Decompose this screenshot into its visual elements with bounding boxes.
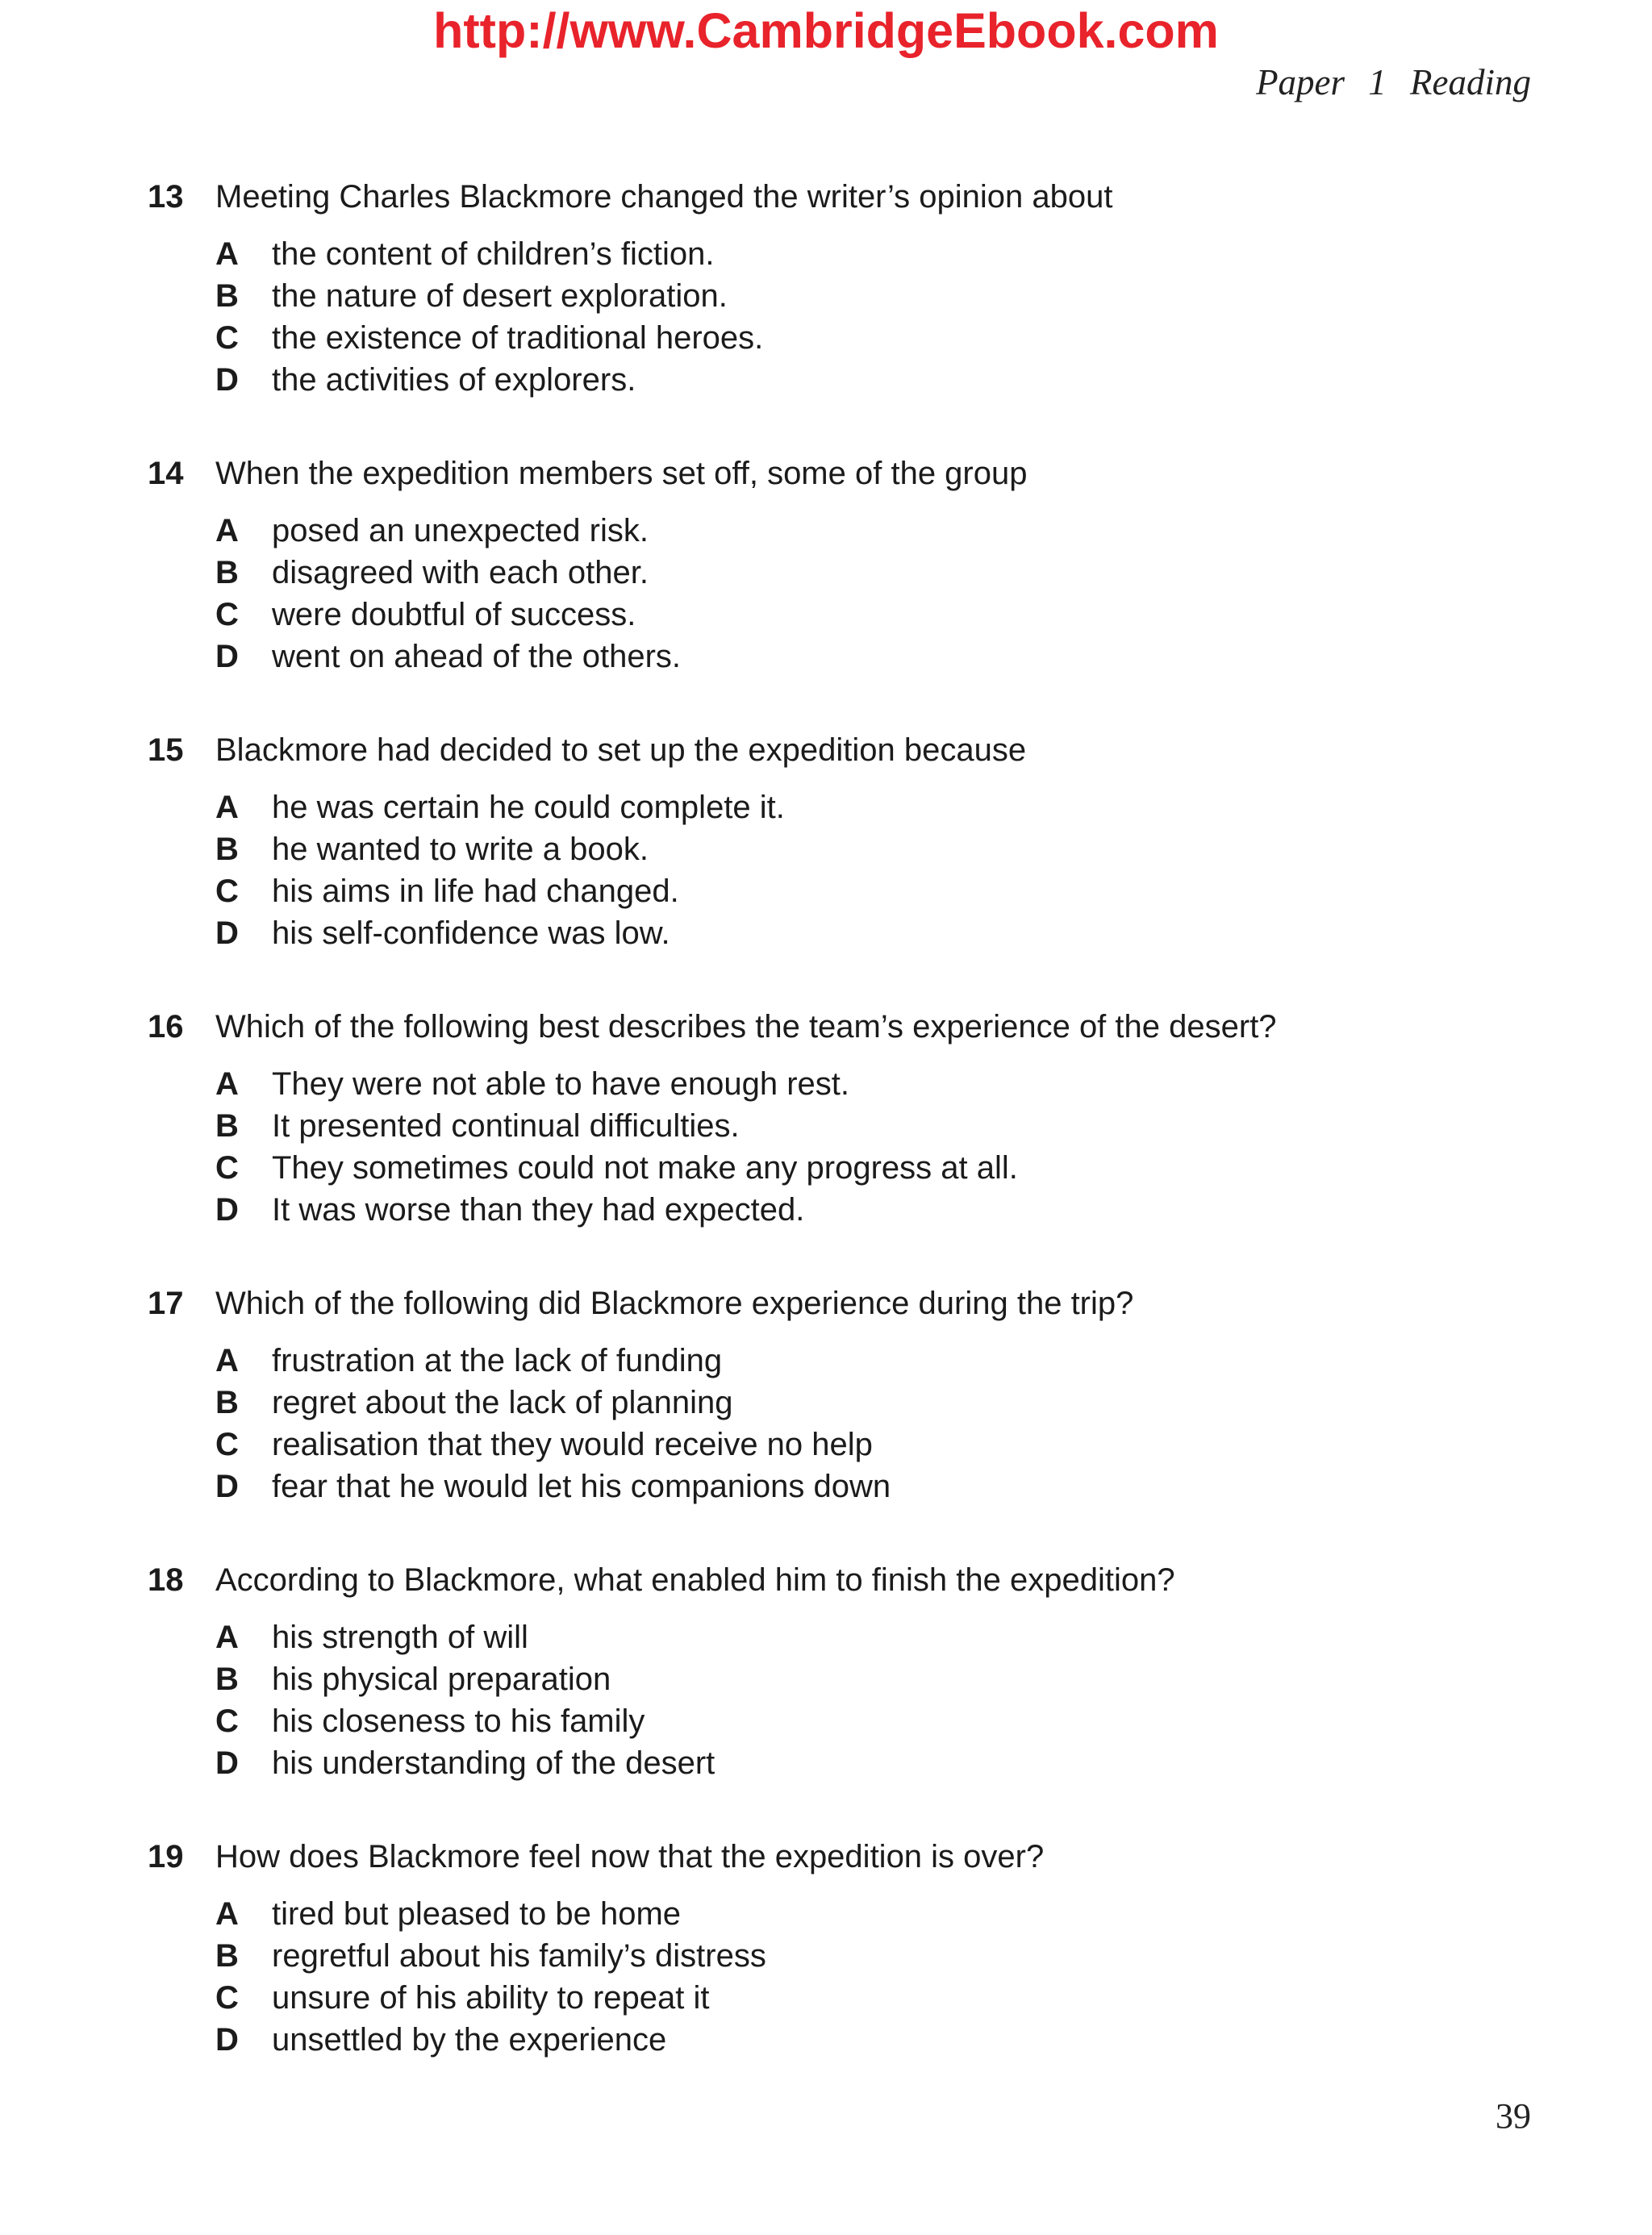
option-letter: C [215,597,239,632]
option-text: he wanted to write a book. [272,832,649,867]
option-text: went on ahead of the others. [272,639,682,674]
option-text: regret about the lack of planning [272,1385,733,1420]
option-c [215,1424,1535,1466]
option-d [215,2019,1535,2061]
option-text: unsettled by the experience [272,2022,667,2058]
option-d [215,1466,1535,1507]
option-d [215,912,1535,954]
option-letter: B [215,1108,239,1144]
option-text: regretful about his family’s distress [272,1938,766,1974]
question-stem [148,1836,1535,1878]
option-text: his aims in life had changed. [272,874,679,909]
option-a [215,1063,1535,1105]
option-text: realisation that they would receive no help [272,1427,873,1462]
option-a [215,786,1535,828]
option-text: the activities of explorers. [272,362,636,398]
option-c [215,317,1535,359]
option-list [148,1893,1535,2061]
option-d [215,1189,1535,1231]
option-letter: B [215,1385,239,1420]
option-b [215,1658,1535,1700]
option-list [148,510,1535,678]
question-stem [148,1559,1535,1601]
option-b [215,1105,1535,1147]
question-17 [148,1282,1535,1507]
option-letter: A [215,1620,239,1655]
question-stem [148,1282,1535,1324]
option-letter: B [215,1662,239,1697]
option-a [215,233,1535,275]
question-list [148,176,1535,2112]
question-15 [148,729,1535,954]
option-a [215,1893,1535,1935]
option-c [215,1147,1535,1189]
question-text: How does Blackmore feel now that the expedition is over? [215,1839,1045,1874]
option-d [215,1742,1535,1784]
option-letter: A [215,790,239,825]
option-text: It presented continual difficulties. [272,1108,740,1144]
question-19 [148,1836,1535,2061]
question-stem [148,176,1535,218]
option-text: his self-confidence was low. [272,915,670,951]
option-letter: B [215,832,239,867]
option-letter: A [215,1896,239,1932]
option-list [148,1340,1535,1507]
option-letter: C [215,874,239,909]
option-text: his closeness to his family [272,1703,645,1739]
option-letter: D [215,362,239,398]
option-text: his physical preparation [272,1662,611,1697]
question-13 [148,176,1535,401]
option-text: They were not able to have enough rest. [272,1066,850,1102]
question-number: 18 [148,1562,184,1598]
question-text: Blackmore had decided to set up the expedition because [215,732,1027,768]
question-stem [148,1006,1535,1048]
option-letter: C [215,1980,239,2016]
option-letter: B [215,555,239,590]
question-text: Which of the following did Blackmore experience during the trip? [215,1286,1134,1321]
option-list [148,1063,1535,1231]
option-letter: B [215,1938,239,1974]
option-b [215,1382,1535,1424]
option-c [215,1700,1535,1742]
question-number: 19 [148,1839,184,1874]
option-b [215,828,1535,870]
option-text: were doubtful of success. [272,597,636,632]
question-stem [148,452,1535,494]
question-number: 16 [148,1009,184,1045]
question-text: When the expedition members set off, some of the group [215,456,1028,491]
option-a [215,1616,1535,1658]
option-letter: A [215,236,239,272]
question-number: 15 [148,732,184,768]
question-number: 14 [148,456,184,491]
option-text: the content of children’s fiction. [272,236,715,272]
question-16 [148,1006,1535,1231]
option-text: he was certain he could complete it. [272,790,785,825]
option-a [215,1340,1535,1382]
question-text: According to Blackmore, what enabled him to finish the expedition? [215,1562,1175,1598]
option-letter: D [215,1192,239,1228]
option-letter: B [215,278,239,314]
option-d [215,359,1535,401]
option-letter: D [215,2022,239,2058]
option-letter: D [215,1745,239,1781]
option-letter: A [215,1343,239,1378]
option-list [148,233,1535,401]
option-text: the existence of traditional heroes. [272,320,764,356]
question-number: 13 [148,179,184,215]
option-letter: D [215,915,239,951]
question-14 [148,452,1535,678]
question-text: Which of the following best describes the team’s experience of the desert? [215,1009,1277,1045]
option-c [215,594,1535,636]
option-b [215,275,1535,317]
option-text: tired but pleased to be home [272,1896,682,1932]
option-letter: A [215,513,239,548]
option-b [215,552,1535,594]
option-letter: A [215,1066,239,1102]
option-text: his strength of will [272,1620,528,1655]
option-text: unsure of his ability to repeat it [272,1980,710,2016]
option-letter: C [215,1427,239,1462]
option-text: posed an unexpected risk. [272,513,649,548]
option-c [215,870,1535,912]
option-letter: D [215,639,239,674]
option-text: the nature of desert exploration. [272,278,728,314]
running-head: Paper 1 Reading [1256,62,1531,102]
page-number: 39 [1496,2096,1531,2136]
watermark-url: http://www.CambridgeEbook.com [433,3,1219,58]
option-list [148,786,1535,954]
question-18 [148,1559,1535,1784]
option-text: disagreed with each other. [272,555,649,590]
option-a [215,510,1535,552]
option-text: They sometimes could not make any progress at all. [272,1150,1018,1186]
option-letter: C [215,320,239,356]
option-text: his understanding of the desert [272,1745,715,1781]
option-c [215,1977,1535,2019]
option-text: fear that he would let his companions down [272,1469,891,1504]
option-letter: C [215,1703,239,1739]
question-text: Meeting Charles Blackmore changed the writer’s opinion about [215,179,1113,215]
option-d [215,636,1535,678]
option-letter: C [215,1150,239,1186]
question-number: 17 [148,1286,184,1321]
option-text: frustration at the lack of funding [272,1343,723,1378]
option-text: It was worse than they had expected. [272,1192,805,1228]
option-list [148,1616,1535,1784]
question-stem [148,729,1535,771]
option-b [215,1935,1535,1977]
option-letter: D [215,1469,239,1504]
